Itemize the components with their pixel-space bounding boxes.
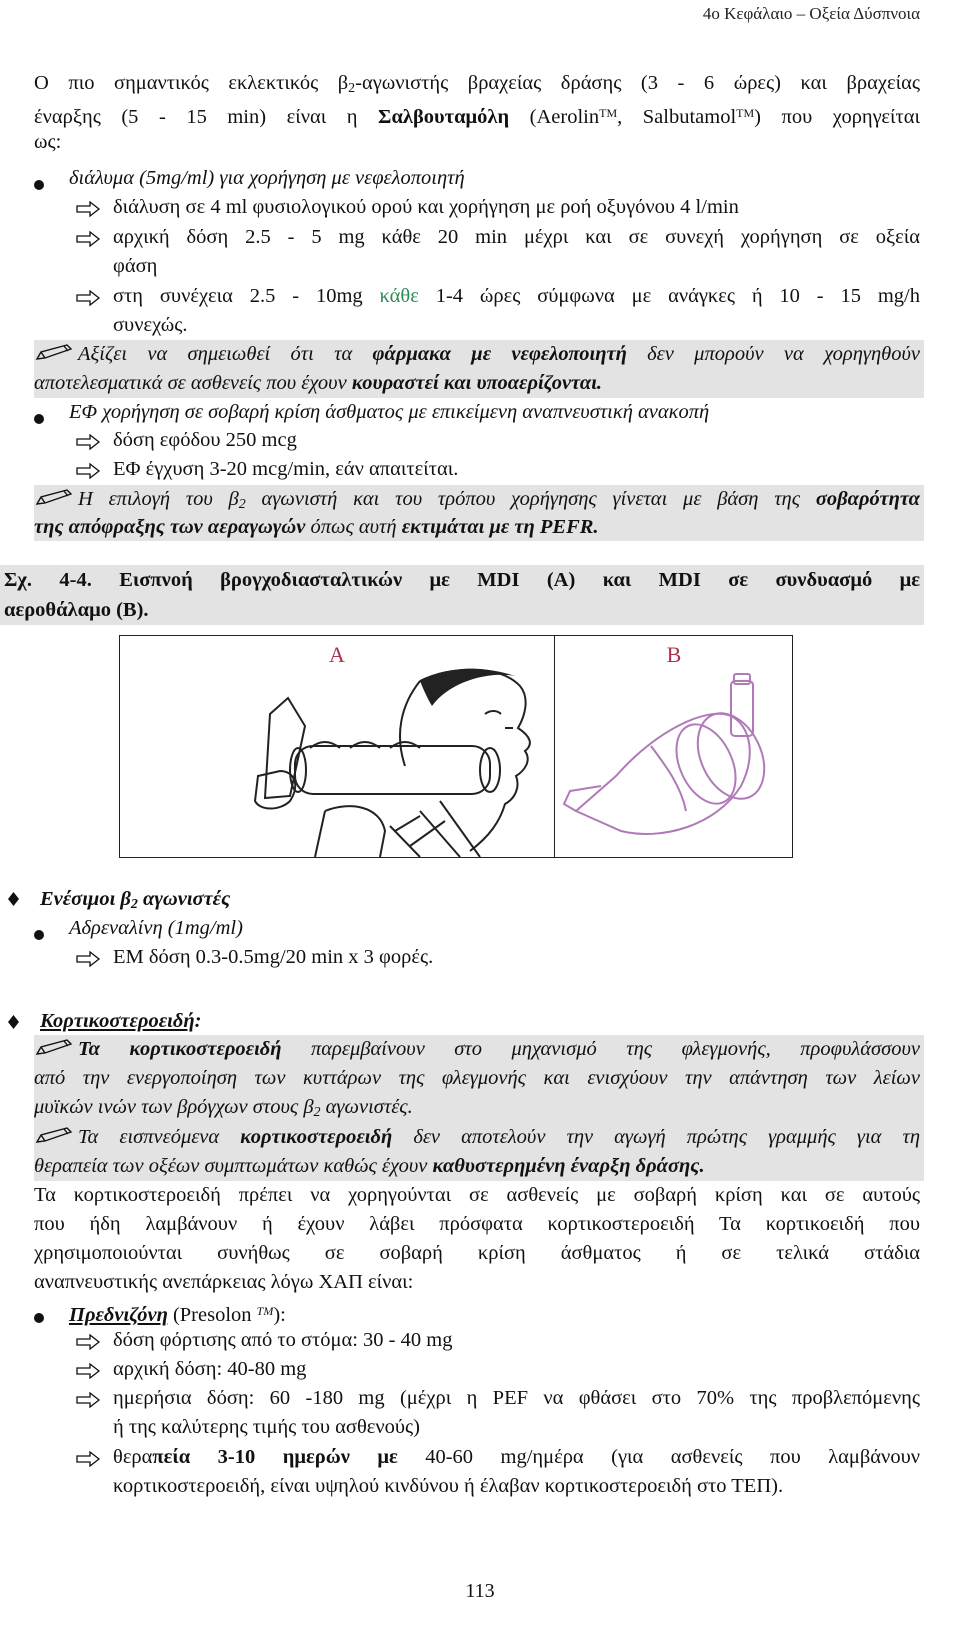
neb-initial-dose: αρχική δόση 2.5 - 5 mg κάθε 20 min μέχρι και σε συνεχή χορήγηση σε οξεία — [113, 226, 920, 248]
bullet-dot — [34, 930, 44, 940]
pred-daily-dose: ημερήσια δόση: 60 -180 mg (μέχρι η PEF να φθάσει στο 70% της προβλεπόμενης — [113, 1387, 920, 1409]
pred-therapy: θεραπεία 3-10 ημερών με 40-60 mg/ημέρα (για ασθενείς που λαμβάνουν — [113, 1446, 920, 1468]
cort-note2-line-2: θεραπεία των οξέων συμπτωμάτων καθώς έχουν καθυστερημένη έναρξη δράσης. — [34, 1155, 705, 1177]
cort-para-line-2: που ήδη λαμβάνουν ή έχουν λάβει πρόσφατα κορτικοστεροειδή Τα κορτικοειδή που — [34, 1213, 920, 1235]
note1-line-2: αποτελεσματικά σε ασθενείς που έχουν κουραστεί και υποαερίζονται. — [34, 372, 603, 394]
note2-line-2: της απόφραξης των αεραγωγών όπως αυτή εκτιμάται με τη PEFR. — [34, 516, 599, 538]
iv-infusion: ΕΦ έγχυση 3-20 mcg/min, εάν απαιτείται. — [113, 458, 459, 480]
corticosteroids-heading: Κορτικοστεροειδή: — [40, 1010, 202, 1032]
diamond-icon — [8, 892, 19, 906]
arrow-icon — [75, 951, 101, 967]
figure-table — [119, 635, 793, 858]
iv-bullet: ΕΦ χορήγηση σε σοβαρή κρίση άσθματος με επικείμενη αναπνευστική ανακοπή — [69, 401, 710, 423]
note2-line-1: Η επιλογή του $\beta_2$ αγωνιστή και του τρόπου χορήγησης γίνεται με βάση της σοβαρότητα — [34, 485, 920, 519]
bullet-dot — [34, 1313, 44, 1323]
pred-therapy-cont: κορτικοστεροειδή, είναι υψηλού κινδύνου ή έλαβαν κορτικοστεροειδή στο ΤΕΠ). — [113, 1475, 784, 1497]
cort-note2-line-1: Τα εισπνεόμενα κορτικοστεροειδή δεν αποτελούν την αγωγή πρώτης γραμμής για τη — [34, 1123, 920, 1151]
arrow-icon — [75, 1363, 101, 1379]
arrow-icon — [75, 1334, 101, 1350]
intro-line-2: έναρξης (5 - 15 min) είναι η Σαλβουταμόλη (Aerolin™, Salbutamol™) που χορηγείται — [34, 106, 920, 128]
cort-para-line-3: χρησιμοποιούνται συνήθως σε σοβαρή κρίση άσθματος ή σε τελικά στάδια — [34, 1242, 920, 1264]
neb-continuation-cont: συνεχώς. — [113, 314, 188, 336]
pencil-icon — [34, 342, 74, 362]
pred-daily-dose-cont: ή της καλύτερης τιμής του ασθενούς) — [113, 1416, 420, 1438]
figure-label-a: Α — [329, 642, 345, 667]
page-number: 113 — [465, 1580, 495, 1602]
figure-label-b: Β — [666, 642, 682, 667]
neb-initial-dose-cont: φάση — [113, 255, 158, 277]
diamond-icon — [8, 1015, 19, 1029]
cort-note1-line-3: μυϊκών ινών των βρόγχων στους $\beta_2$ αγωνιστές. — [34, 1096, 413, 1120]
neb-dilution: διάλυση σε 4 ml φυσιολογικού ορού και χορήγηση με ροή οξυγόνου 4 l/min — [113, 196, 739, 218]
arrow-icon — [75, 201, 101, 217]
arrow-icon — [75, 434, 101, 450]
cort-para-line-1: Τα κορτικοστεροειδή πρέπει να χορηγούνται σε ασθενείς με σοβαρή κρίση και σε αυτούς — [34, 1184, 920, 1206]
injectable-heading: Ενέσιμοι $\beta_2$ αγωνιστές — [40, 888, 231, 912]
iv-loading-dose: δόση εφόδου 250 mcg — [113, 429, 297, 451]
prednisone-bullet: Πρεδνιζόνη (Presolon ™): — [69, 1304, 286, 1326]
pencil-icon — [34, 1037, 74, 1057]
cort-note1-line-1: Τα κορτικοστεροειδή παρεμβαίνουν στο μηχανισμό της φλεγμονής, προφυλάσσουν — [34, 1035, 920, 1063]
pencil-icon — [34, 1125, 74, 1145]
bullet-dot — [34, 414, 44, 424]
pred-initial-dose: αρχική δόση: 40-80 mg — [113, 1358, 307, 1380]
adrenaline-bullet: Αδρεναλίνη (1mg/ml) — [69, 917, 243, 939]
neb-continuation: στη συνέχεια 2.5 - 10mg κάθε 1-4 ώρες σύμφωνα με ανάγκες ή 10 - 15 mg/h — [113, 285, 920, 307]
arrow-icon — [75, 231, 101, 247]
arrow-icon — [75, 1451, 101, 1467]
arrow-icon — [75, 290, 101, 306]
pred-loading-dose: δόση φόρτισης από το στόμα: 30 - 40 mg — [113, 1329, 453, 1351]
page-header: 4ο Κεφάλαιο – Οξεία Δύσπνοια — [702, 4, 920, 23]
bullet-dot — [34, 180, 44, 190]
arrow-icon — [75, 1392, 101, 1408]
intro-line-1: Ο πιο σημαντικός εκλεκτικός $\beta_2$-αγωνιστής βραχείας δράσης (3 - 6 ώρες) και βραχείας — [34, 72, 920, 96]
cort-note1-line-2: από την ενεργοποίηση των κυττάρων της φλεγμονής και ενισχύουν την απάντηση των λείων — [34, 1067, 920, 1089]
arrow-icon — [75, 463, 101, 479]
mdi-inhaler-illustration — [120, 636, 554, 857]
figure-panel-b — [556, 636, 792, 857]
neb-bullet: διάλυμα (5mg/ml) για χορήγηση με νεφελοποιητή — [69, 167, 465, 189]
intro-line-3: ως: — [34, 131, 62, 153]
figure-caption-line-1: Σχ. 4-4. Εισπνοή βρογχοδιασταλτικών με MDI (Α) και MDI σε συνδυασμό με — [4, 569, 920, 591]
pencil-icon — [34, 487, 74, 507]
note1-line-1: Αξίζει να σημειωθεί ότι τα φάρμακα με νεφελοποιητή δεν μπορούν να χορηγηθούν — [34, 340, 920, 368]
cort-para-line-4: αναπνευστικής ανεπάρκειας λόγω ΧΑΠ είναι: — [34, 1271, 414, 1293]
figure-caption-line-2: αεροθάλαμο (Β). — [4, 599, 149, 621]
spacer-chamber-illustration — [556, 636, 792, 857]
figure-panel-a — [120, 636, 555, 857]
adrenaline-dose: ΕΜ δόση 0.3-0.5mg/20 min x 3 φορές. — [113, 946, 434, 968]
